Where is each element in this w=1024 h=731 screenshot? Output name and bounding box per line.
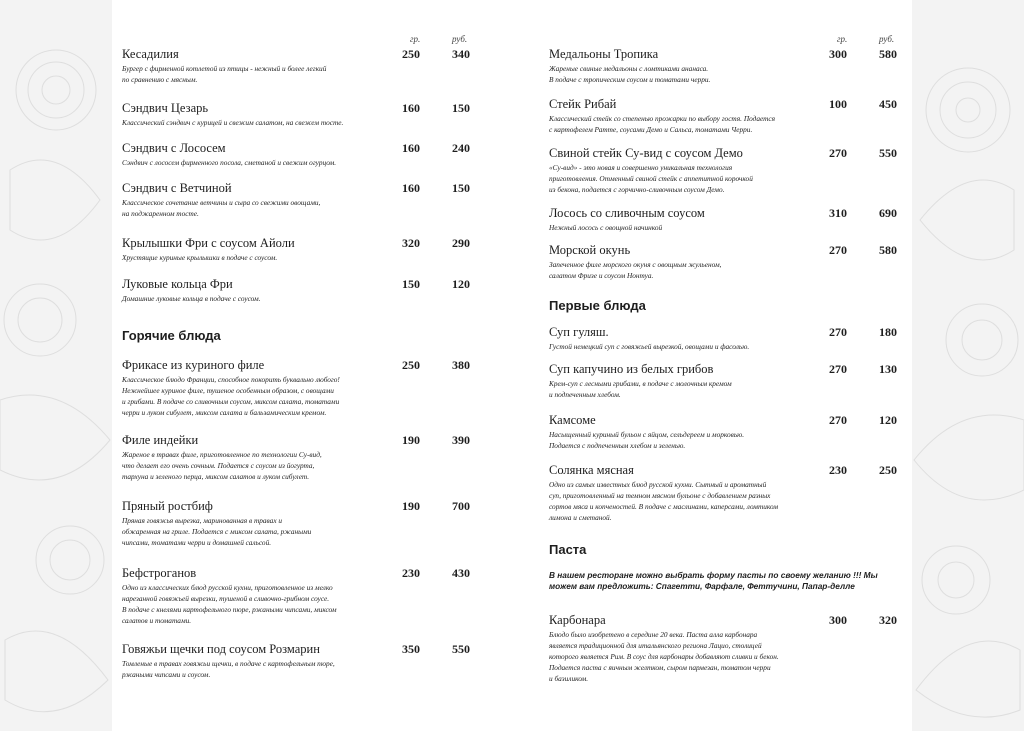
dish-price: 180 xyxy=(879,325,897,339)
dish-name: Сэндвич с Ветчиной xyxy=(122,181,232,195)
dish-weight: 270 xyxy=(829,362,847,376)
dish-weight: 320 xyxy=(402,236,420,250)
menu-item xyxy=(549,47,909,85)
menu-item xyxy=(122,433,482,482)
dish-price: 550 xyxy=(879,146,897,160)
dish-weight: 310 xyxy=(829,206,847,220)
dish-name: Камсоме xyxy=(549,413,596,427)
dish-description: Бургер с фирменной котлетой из птицы - нежный и более легкий по сравнению с мясным. xyxy=(122,64,327,84)
dish-description: Классический сэндвич с курицей и свежим салатом, на свежем тосте. xyxy=(122,118,344,127)
pasta-note: В нашем ресторане можно выбрать форму пасты по своему желанию !!! Мы можем вам предложить: Спагетти, Фарфале, Феттучини, Папар-делле xyxy=(549,570,878,591)
dish-weight: 300 xyxy=(829,613,847,627)
dish-price: 240 xyxy=(452,141,470,155)
dish-price: 120 xyxy=(452,277,470,291)
weight-header: гр. xyxy=(837,34,848,44)
dish-weight: 270 xyxy=(829,413,847,427)
menu-item xyxy=(549,613,909,684)
dish-name: Карбонара xyxy=(549,613,606,627)
dish-name: Говяжьи щечки под соусом Розмарин xyxy=(122,642,320,656)
dish-price: 120 xyxy=(879,413,897,427)
dish-price: 580 xyxy=(879,243,897,257)
dish-weight: 230 xyxy=(829,463,847,477)
menu-item xyxy=(122,358,482,418)
menu-item xyxy=(122,566,482,626)
dish-weight: 160 xyxy=(402,101,420,115)
menu-item xyxy=(549,97,909,135)
menu-item xyxy=(122,141,482,168)
section-title-first: Первые блюда xyxy=(549,298,646,313)
dish-description: Блюдо было изобретено в середине 20 века. Паста алла карбонара является традиционной для итальянского региона Лацио, столицей которого является Рим. В соус для карбонары добавляют сливки и бекон. Подается паста с яичным желтком, сыром пармезан, томатом черри и базиликом. xyxy=(549,630,779,683)
paisley-ornament-left xyxy=(0,0,112,731)
menu-item xyxy=(549,463,909,523)
dish-price: 340 xyxy=(452,47,470,61)
right-ornament-panel xyxy=(912,0,1024,731)
menu-item xyxy=(549,243,909,281)
dish-description: Нежный лосось с овощной начинкой xyxy=(549,223,663,232)
dish-description: Классический стейк со степенью прожарки по выбору гостя. Подается с картофелем Ратте, соусами Демо и Сальса, томатами Черри. xyxy=(549,114,776,134)
section-title-pasta: Паста xyxy=(549,542,587,557)
dish-description: Домашние луковые кольца в подаче с соусом. xyxy=(122,294,261,303)
dish-description: Жареное в травах филе, приготовленное по технологии Су-вид, что делает его очень сочным. Подается с соусом из йогурта, тархуна и зеленого перца, миксом салатов и луком сибулет. xyxy=(122,450,322,481)
dish-price: 250 xyxy=(879,463,897,477)
dish-name: Крылышки Фри с соусом Айоли xyxy=(122,236,295,250)
menu-item xyxy=(122,277,482,304)
dish-description: Одно из классических блюд русской кухни, приготовленное из мелко нарезанной говяжьей вырезки, тушеной в сливочно-грибном соусе. В подаче с кнелями картофельного пюре, ржаными чипсами, миксом салатов и томатами. xyxy=(122,583,337,625)
dish-weight: 250 xyxy=(402,47,420,61)
dish-weight: 270 xyxy=(829,146,847,160)
dish-price: 550 xyxy=(452,642,470,656)
dish-weight: 160 xyxy=(402,181,420,195)
dish-description: Крем-суп с лесными грибами, в подаче с молочным кремом и подпеченным хлебом. xyxy=(549,379,732,399)
dish-description: Пряная говяжья вырезка, маринованная в травах и обжаренная на гриле. Подается с миксом салата, ржаными чипсами, томатами черри и домашней сальсой. xyxy=(122,516,312,547)
dish-price: 690 xyxy=(879,206,897,220)
dish-name: Морской окунь xyxy=(549,243,631,257)
menu-item xyxy=(122,181,482,219)
paisley-ornament-right xyxy=(912,0,1024,731)
dish-price: 700 xyxy=(452,499,470,513)
dish-name: Луковые кольца Фри xyxy=(122,277,233,291)
menu-item xyxy=(122,101,482,128)
dish-name: Солянка мясная xyxy=(549,463,634,477)
menu-item xyxy=(122,47,482,85)
dish-name: Лосось со сливочным соусом xyxy=(549,206,705,220)
dish-description: Густой немецкий суп с говяжьей вырезкой, овощами и фасолью. xyxy=(549,342,750,351)
dish-weight: 350 xyxy=(402,642,420,656)
weight-header: гр. xyxy=(410,34,421,44)
dish-name: Сэндвич Цезарь xyxy=(122,101,209,115)
dish-name: Суп гуляш. xyxy=(549,325,609,339)
dish-description: Классическое блюдо Франции, способное покорить буквально любого! Нежнейшее куриное филе, тушеное особенным образом, с овощами и грибами. В подаче со сливочным соусом, миксом салата, томатами черри и луком сибулет, миксом салата и бальзамическим кремом. xyxy=(122,375,340,417)
dish-price: 150 xyxy=(452,101,470,115)
dish-price: 390 xyxy=(452,433,470,447)
menu-item xyxy=(122,499,482,548)
dish-price: 430 xyxy=(452,566,470,580)
menu-item xyxy=(549,362,909,400)
dish-name: Филе индейки xyxy=(122,433,199,447)
dish-name: Свиной стейк Су-вид с соусом Демо xyxy=(549,146,743,160)
dish-description: Классическое сочетание ветчины и сыра со свежими овощами, на поджаренном тосте. xyxy=(122,198,321,218)
dish-name: Суп капучино из белых грибов xyxy=(549,362,714,376)
dish-weight: 190 xyxy=(402,433,420,447)
dish-weight: 150 xyxy=(402,277,420,291)
menu-item xyxy=(549,206,909,233)
dish-weight: 160 xyxy=(402,141,420,155)
dish-weight: 270 xyxy=(829,243,847,257)
dish-price: 150 xyxy=(452,181,470,195)
menu-item xyxy=(549,146,909,195)
dish-price: 320 xyxy=(879,613,897,627)
dish-price: 380 xyxy=(452,358,470,372)
dish-description: Жареные свиные медальоны с ломтиками ананаса. В подаче с тропическим соусом и томатами черри. xyxy=(549,64,711,84)
menu-item xyxy=(122,236,482,263)
dish-weight: 230 xyxy=(402,566,420,580)
dish-description: Хрустящие куриные крылышки в подаче с соусом. xyxy=(122,253,278,262)
dish-description: Одно из самых известных блюд русской кухни. Сытный и ароматный суп, приготовленный на темном мясном бульоне с добавлением разных сортов мяса и копченостей. В подаче с маслинами, каперсами, ломтиком лимона и сметаной. xyxy=(549,480,779,522)
price-header: руб. xyxy=(452,34,468,44)
menu-item xyxy=(549,325,909,352)
dish-name: Кесадилия xyxy=(122,47,179,61)
dish-price: 450 xyxy=(879,97,897,111)
dish-weight: 100 xyxy=(829,97,847,111)
dish-description: Томленые в травах говяжьи щечки, в подаче с картофельным пюре, ржаными чипсами и соусом. xyxy=(122,659,335,679)
dish-price: 290 xyxy=(452,236,470,250)
left-ornament-panel xyxy=(0,0,112,731)
dish-description: Сэндвич с лососем фирменного посола, сметаной и свежим огурцом. xyxy=(122,158,337,167)
dish-name: Фрикасе из куриного филе xyxy=(122,358,265,372)
dish-name: Стейк Рибай xyxy=(549,97,617,111)
menu-item xyxy=(549,413,909,451)
menu-page xyxy=(112,0,912,731)
dish-name: Медальоны Тропика xyxy=(549,47,659,61)
menu-item xyxy=(122,642,482,680)
dish-weight: 190 xyxy=(402,499,420,513)
dish-weight: 300 xyxy=(829,47,847,61)
dish-price: 130 xyxy=(879,362,897,376)
dish-description: «Су-вид» - это новая и совершенно уникальная технология приготовления. Отменный свиной стейк с аппетитной корочкой из бекона, подается с горчично-сливочным соусом Демо. xyxy=(549,163,753,194)
dish-weight: 270 xyxy=(829,325,847,339)
dish-weight: 250 xyxy=(402,358,420,372)
section-title-hot: Горячие блюда xyxy=(122,328,221,343)
dish-price: 580 xyxy=(879,47,897,61)
dish-name: Сэндвич с Лососем xyxy=(122,141,226,155)
dish-name: Бефстроганов xyxy=(122,566,197,580)
dish-description: Насыщенный куриный бульон с яйцом, сельдереем и морковью. Подается с подпеченным хлебом и зеленью. xyxy=(549,430,745,450)
price-header: руб. xyxy=(879,34,895,44)
dish-name: Пряный ростбиф xyxy=(122,499,213,513)
dish-description: Запеченное филе морского окуня с овощным жульеном, салатом Фризе и соусом Нонтуа. xyxy=(549,260,722,280)
